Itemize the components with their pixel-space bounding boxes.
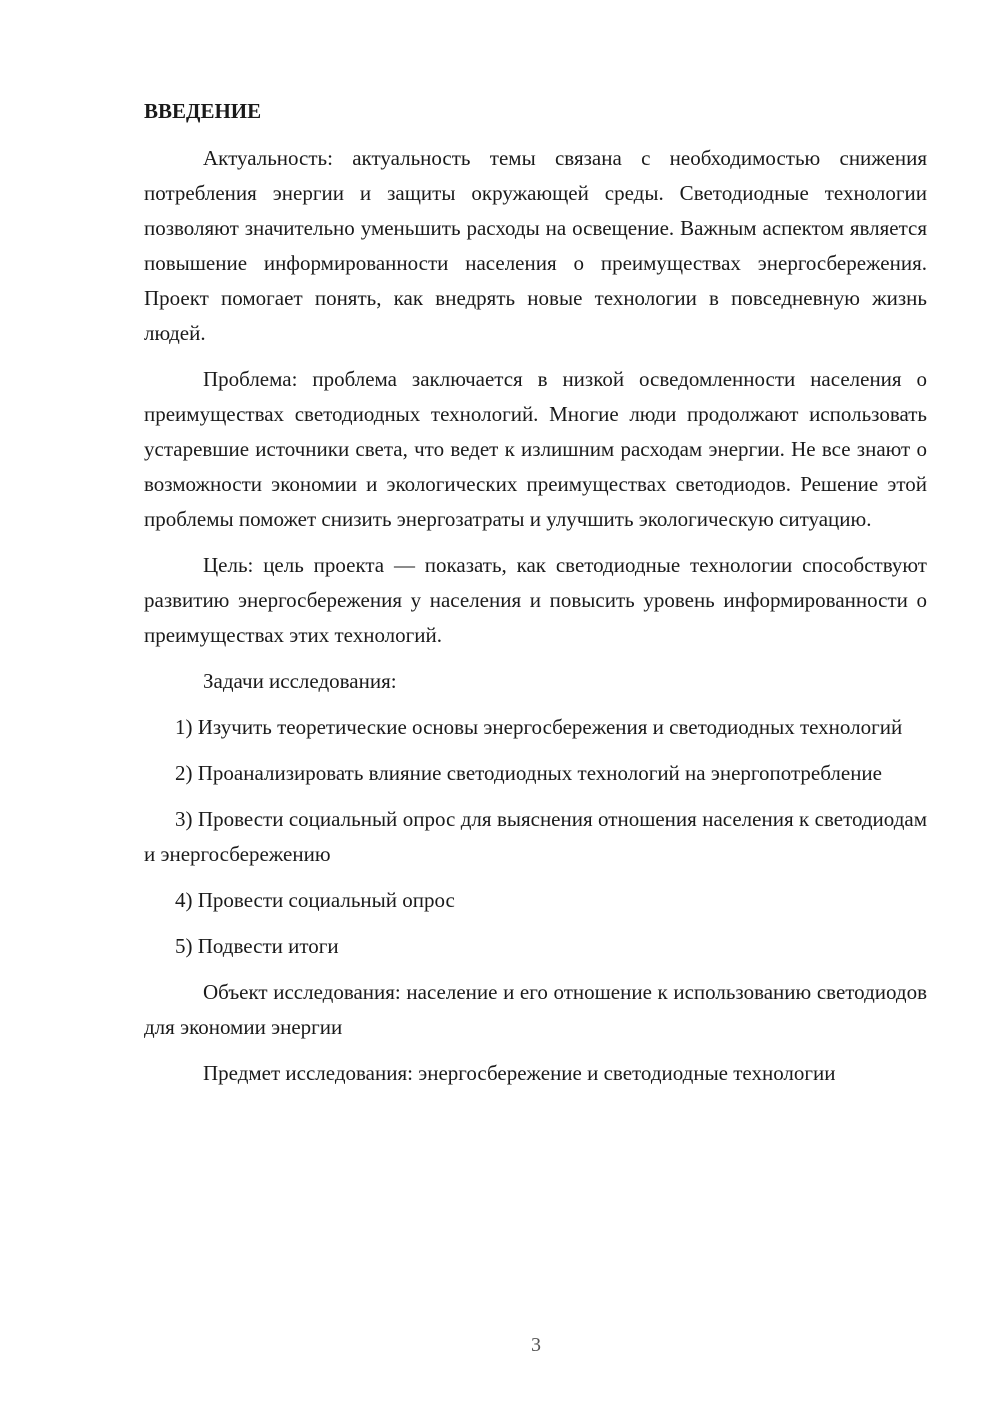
task-item-2: 2) Проанализировать влияние светодиодных технологий на энергопотребление bbox=[175, 761, 882, 785]
task-item-4: 4) Провести социальный опрос bbox=[175, 888, 455, 912]
research-subject-paragraph: Предмет исследования: энергосбережение и светодиодные технологии bbox=[203, 1061, 836, 1085]
tasks-heading: Задачи исследования: bbox=[203, 669, 397, 693]
problem-paragraph: Проблема: проблема заключается в низкой осведомленности населения о преимуществах светодиодных технологий. Многие люди продолжают использовать устаревшие источники света, что ведет к излишним расходам энергии. Не все знают о возможности экономии и экологических преимуществах светодиодов. Решение этой проблемы поможет снизить энергозатраты и улучшить экологическую ситуацию. bbox=[144, 367, 927, 531]
task-item-1: 1) Изучить теоретические основы энергосбережения и светодиодных технологий bbox=[175, 715, 903, 739]
task-item-3: 3) Провести социальный опрос для выяснения отношения населения к светодиодам и энергосбережению bbox=[144, 807, 927, 866]
section-title: ВВЕДЕНИЕ bbox=[144, 99, 262, 123]
page-number: 3 bbox=[531, 1334, 541, 1356]
goal-paragraph: Цель: цель проекта — показать, как светодиодные технологии способствуют развитию энергосбережения у населения и повысить уровень информированности о преимуществах этих технологий. bbox=[144, 553, 927, 647]
research-object-paragraph: Объект исследования: население и его отношение к использованию светодиодов для экономии энергии bbox=[144, 980, 927, 1039]
task-item-5: 5) Подвести итоги bbox=[175, 934, 339, 958]
document-page bbox=[144, 94, 927, 1102]
relevance-paragraph: Актуальность: актуальность темы связана с необходимостью снижения потребления энергии и защиты окружающей среды. Светодиодные технологии позволяют значительно уменьшить расходы на освещение. Важным аспектом является повышение информированности населения о преимуществах энергосбережения. Проект помогает понять, как внедрять новые технологии в повседневную жизнь людей. bbox=[144, 146, 927, 345]
